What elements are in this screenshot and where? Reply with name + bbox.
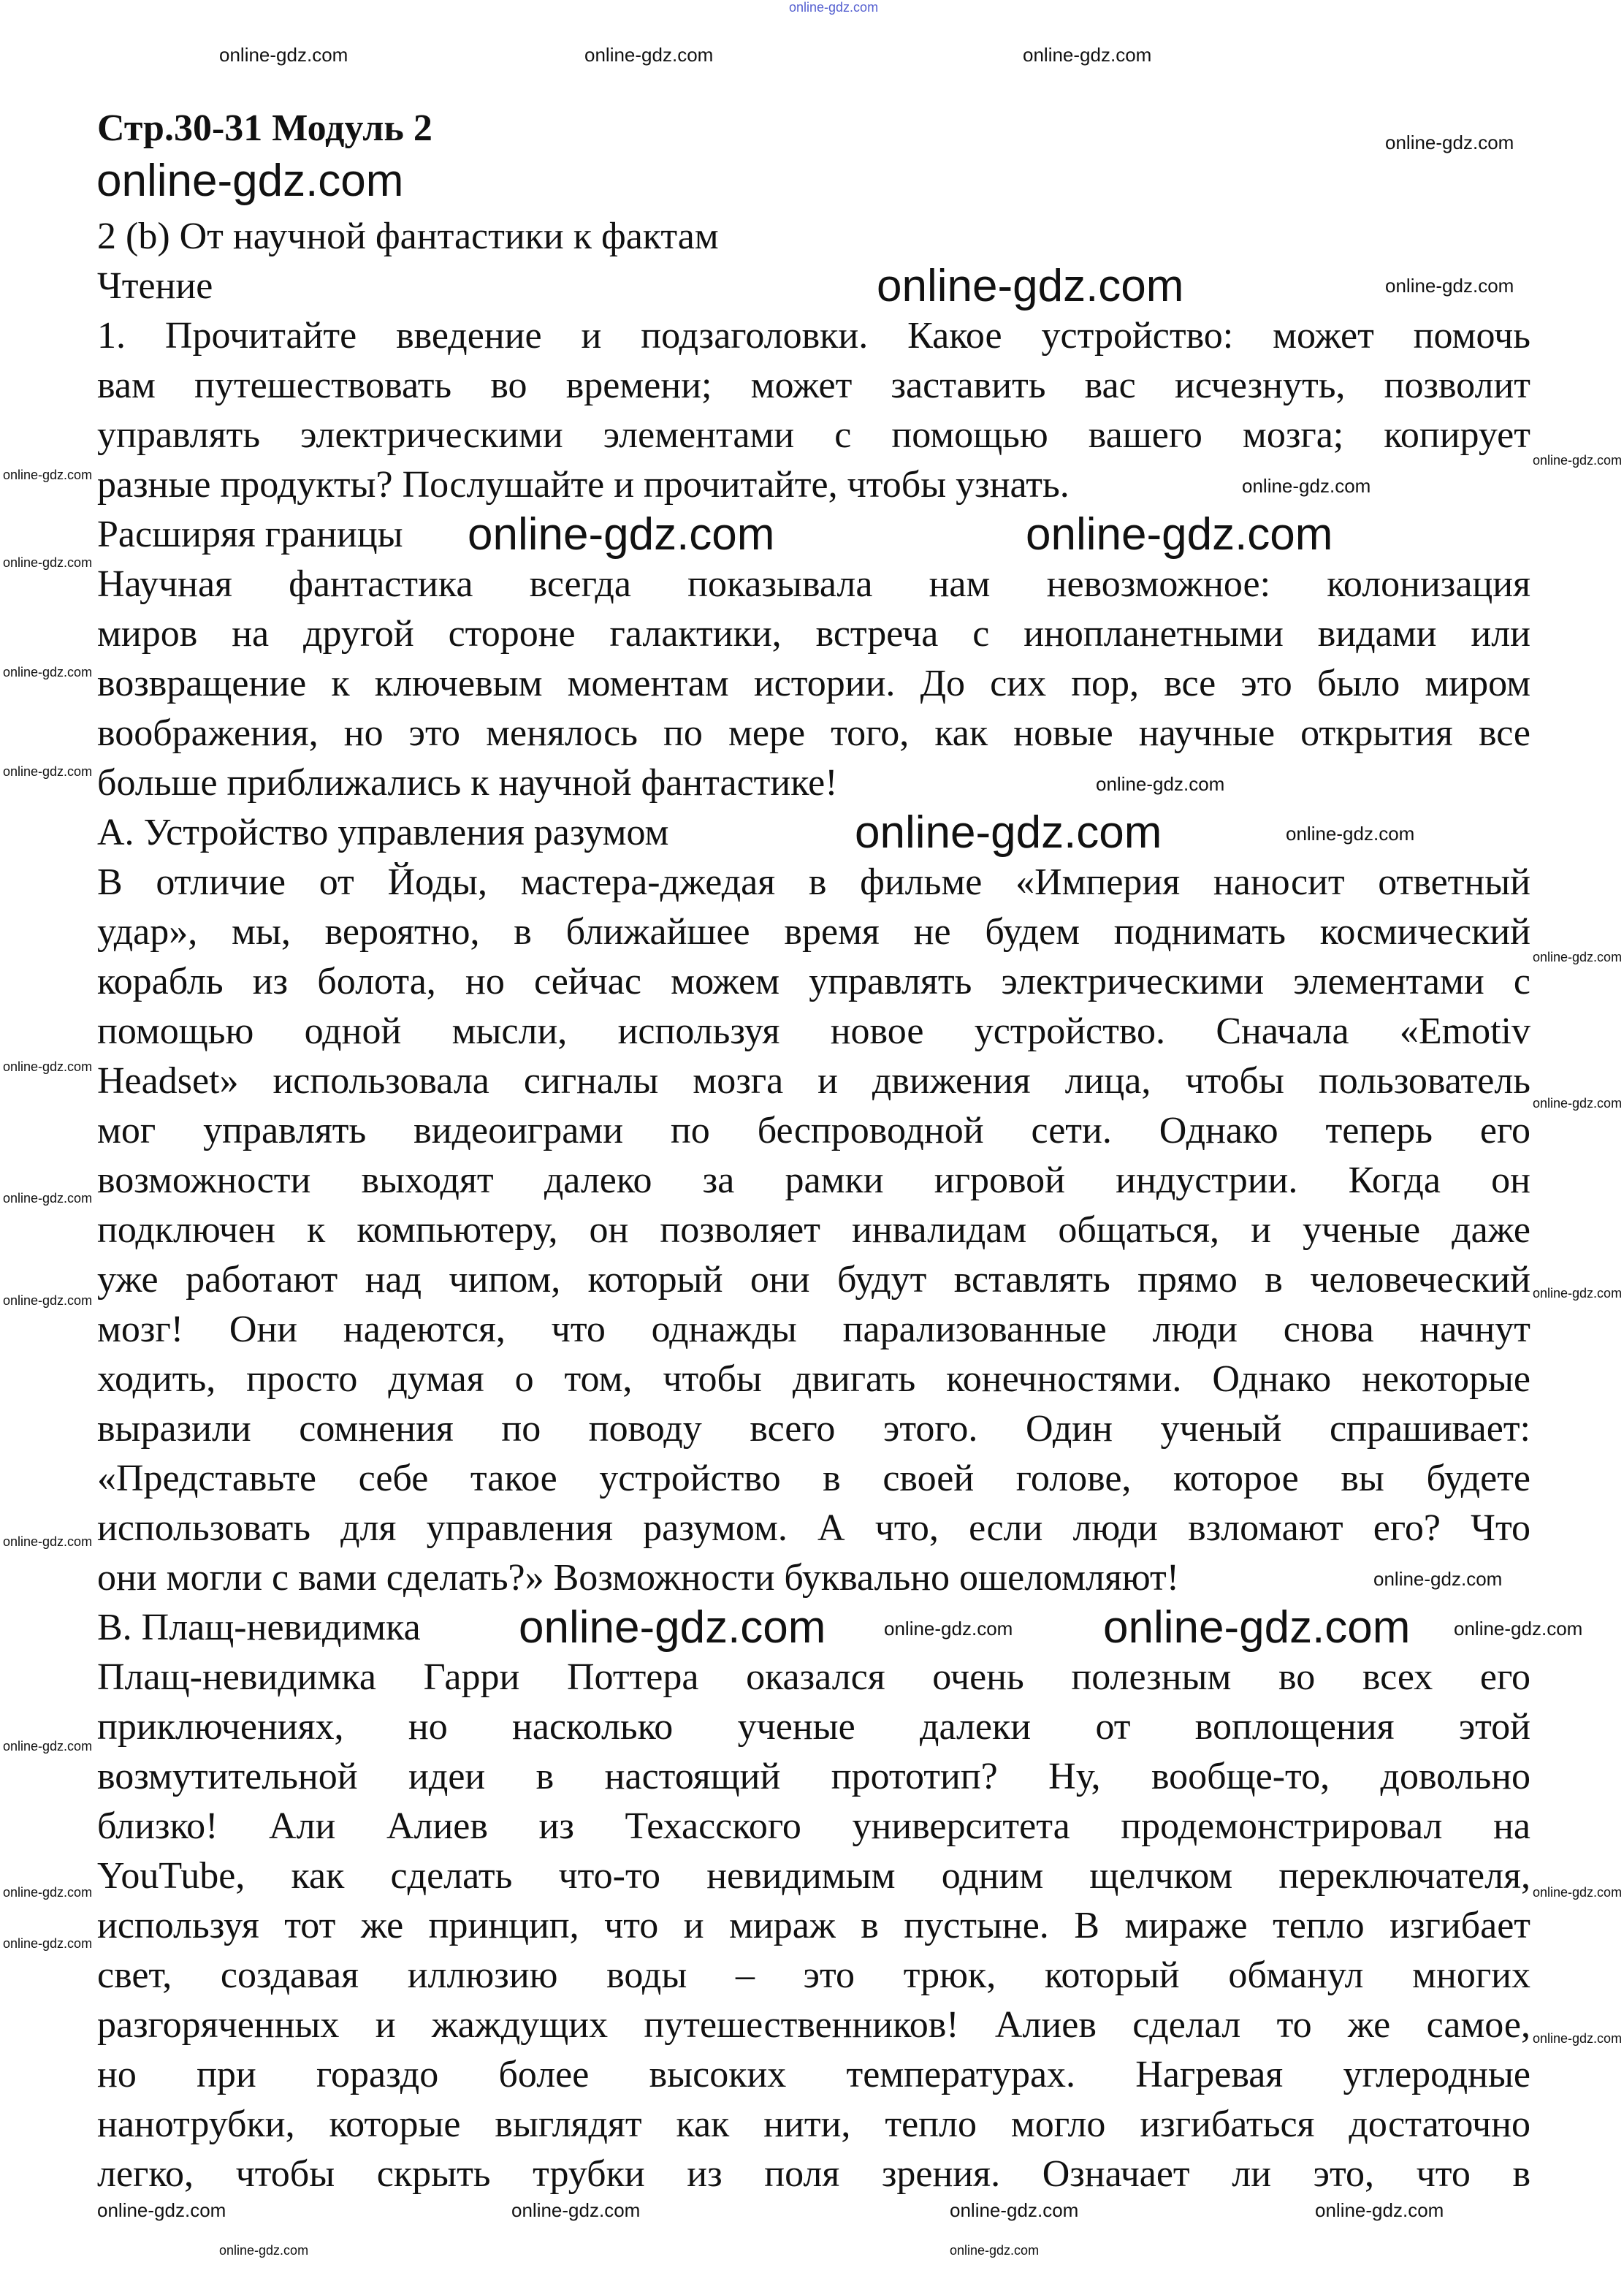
text-line: B. Плащ-невидимка	[97, 1607, 421, 1648]
watermark: online-gdz.com	[3, 1293, 93, 1308]
text-line: вам путешествовать во времени; может заставить вас исчезнуть, позволит	[97, 365, 1530, 406]
text-line: уже работают над чипом, который они будут вставлять прямо в человеческий	[97, 1259, 1530, 1301]
watermark: online-gdz.com	[519, 1602, 826, 1653]
text-line: миров на другой стороне галактики, встреча с инопланетными видами или	[97, 613, 1530, 655]
watermark: online-gdz.com	[97, 2199, 226, 2221]
text-line: мог управлять видеоиграми по беспроводной сети. Однако теперь его	[97, 1110, 1530, 1151]
watermark: online-gdz.com	[219, 2243, 309, 2258]
text-line: но при гораздо более высоких температурах. Нагревая углеродные	[97, 2054, 1530, 2095]
text-line: они могли с вами сделать?» Возможности буквально ошеломляют!	[97, 1557, 1180, 1599]
watermark: online-gdz.com	[950, 2243, 1040, 2258]
text-line: использовать для управления разумом. А что, если люди взломают его? Что	[97, 1507, 1530, 1549]
text-line: удар», мы, вероятно, в ближайшее время не будем поднимать космический	[97, 911, 1530, 953]
text-line: «Представьте себе такое устройство в своей голове, которое вы будете	[97, 1458, 1530, 1499]
watermark: online-gdz.com	[1023, 44, 1152, 66]
watermark: online-gdz.com	[1286, 823, 1415, 845]
watermark: online-gdz.com	[1533, 2031, 1623, 2046]
text-line: воображения, но это менялось по мере того, как новые научные открытия все	[97, 712, 1530, 754]
page-title: Стр.30-31 Модуль 2	[97, 107, 432, 149]
watermark: online-gdz.com	[3, 1885, 93, 1900]
text-line: разные продукты? Послушайте и прочитайте, чтобы узнать.	[97, 464, 1070, 506]
text-line: ходить, просто думая о том, чтобы двигать конечностями. Однако некоторые	[97, 1358, 1530, 1400]
text-line: 2 (b) От научной фантастики к фактам	[97, 216, 719, 257]
text-line: близко! Али Алиев из Техасского университета продемонстрировал на	[97, 1805, 1530, 1847]
text-line: управлять электрическими элементами с помощью вашего мозга; копирует	[97, 414, 1530, 456]
text-line: подключен к компьютеру, он позволяет инвалидам общаться, и ученые даже	[97, 1209, 1530, 1251]
watermark: online-gdz.com	[1315, 2199, 1444, 2221]
watermark: online-gdz.com	[855, 807, 1162, 858]
watermark: online-gdz.com	[1454, 1618, 1583, 1640]
watermark: online-gdz.com	[96, 156, 404, 206]
watermark: online-gdz.com	[1533, 1885, 1623, 1900]
watermark: online-gdz.com	[1385, 275, 1514, 297]
text-line: A. Устройство управления разумом	[97, 812, 669, 853]
watermark: online-gdz.com	[468, 509, 775, 560]
watermark: online-gdz.com	[3, 665, 93, 679]
watermark: online-gdz.com	[877, 261, 1184, 311]
text-line: возвращение к ключевым моментам истории. До сих пор, все это было миром	[97, 663, 1530, 704]
text-line: Расширяя границы	[97, 514, 403, 555]
watermark: online-gdz.com	[219, 44, 348, 66]
text-line: Научная фантастика всегда показывала нам невозможное: колонизация	[97, 563, 1530, 605]
text-line: YouTube, как сделать что-то невидимым одним щелчком переключателя,	[97, 1855, 1530, 1897]
watermark: online-gdz.com	[884, 1618, 1013, 1640]
watermark: online-gdz.com	[584, 44, 714, 66]
text-line: больше приближались к научной фантастике!	[97, 762, 838, 804]
watermark: online-gdz.com	[1373, 1568, 1503, 1590]
watermark: online-gdz.com	[3, 468, 93, 482]
text-line: свет, создавая иллюзию воды – это трюк, который обманул многих	[97, 1954, 1530, 1996]
text-line: нанотрубки, которые выглядят как нити, тепло могло изгибаться достаточно	[97, 2103, 1530, 2145]
text-line: легко, чтобы скрыть трубки из поля зрения. Означает ли это, что в	[97, 2153, 1530, 2195]
watermark: online-gdz.com	[1026, 509, 1333, 560]
text-line: возмутительной идеи в настоящий прототип? Ну, вообще-то, довольно	[97, 1756, 1530, 1797]
watermark: online-gdz.com	[511, 2199, 641, 2221]
watermark: online-gdz.com	[3, 1191, 93, 1206]
text-line: используя тот же принцип, что и мираж в пустыне. В мираже тепло изгибает	[97, 1905, 1530, 1946]
text-line: приключениях, но насколько ученые далеки от воплощения этой	[97, 1706, 1530, 1748]
text-line: Плащ-невидимка Гарри Поттера оказался очень полезным во всех его	[97, 1656, 1530, 1698]
watermark: online-gdz.com	[1533, 453, 1623, 468]
watermark: online-gdz.com	[1533, 950, 1623, 964]
watermark-top[interactable]: online-gdz.com	[789, 0, 879, 15]
watermark: online-gdz.com	[1103, 1602, 1411, 1653]
watermark: online-gdz.com	[1533, 1286, 1623, 1301]
text-line: Headset» использовала сигналы мозга и движения лица, чтобы пользователь	[97, 1060, 1530, 1102]
watermark: online-gdz.com	[3, 764, 93, 779]
watermark: online-gdz.com	[3, 1534, 93, 1549]
watermark: online-gdz.com	[1096, 773, 1225, 795]
watermark: online-gdz.com	[3, 1059, 93, 1074]
text-line: возможности выходят далеко за рамки игровой индустрии. Когда он	[97, 1160, 1530, 1201]
watermark: online-gdz.com	[3, 555, 93, 570]
text-line: В отличие от Йоды, мастера-джедая в фильме «Империя наносит ответный	[97, 861, 1530, 903]
text-line: помощью одной мысли, используя новое устройство. Сначала «Emotiv	[97, 1010, 1530, 1052]
text-line: выразили сомнения по поводу всего этого. Один ученый спрашивает:	[97, 1408, 1530, 1450]
text-line: Чтение	[97, 265, 213, 307]
watermark: online-gdz.com	[1385, 132, 1514, 153]
watermark: online-gdz.com	[3, 1739, 93, 1754]
watermark: online-gdz.com	[3, 1936, 93, 1951]
text-line: 1. Прочитайте введение и подзаголовки. Какое устройство: может помочь	[97, 315, 1530, 357]
watermark: online-gdz.com	[1533, 1096, 1623, 1111]
watermark: online-gdz.com	[950, 2199, 1079, 2221]
text-line: разгоряченных и жаждущих путешественников! Алиев сделал то же самое,	[97, 2004, 1530, 2046]
text-line: корабль из болота, но сейчас можем управлять электрическими элементами с	[97, 961, 1530, 1002]
text-line: мозг! Они надеются, что однажды парализованные люди снова начнут	[97, 1309, 1530, 1350]
watermark: online-gdz.com	[1242, 475, 1371, 497]
